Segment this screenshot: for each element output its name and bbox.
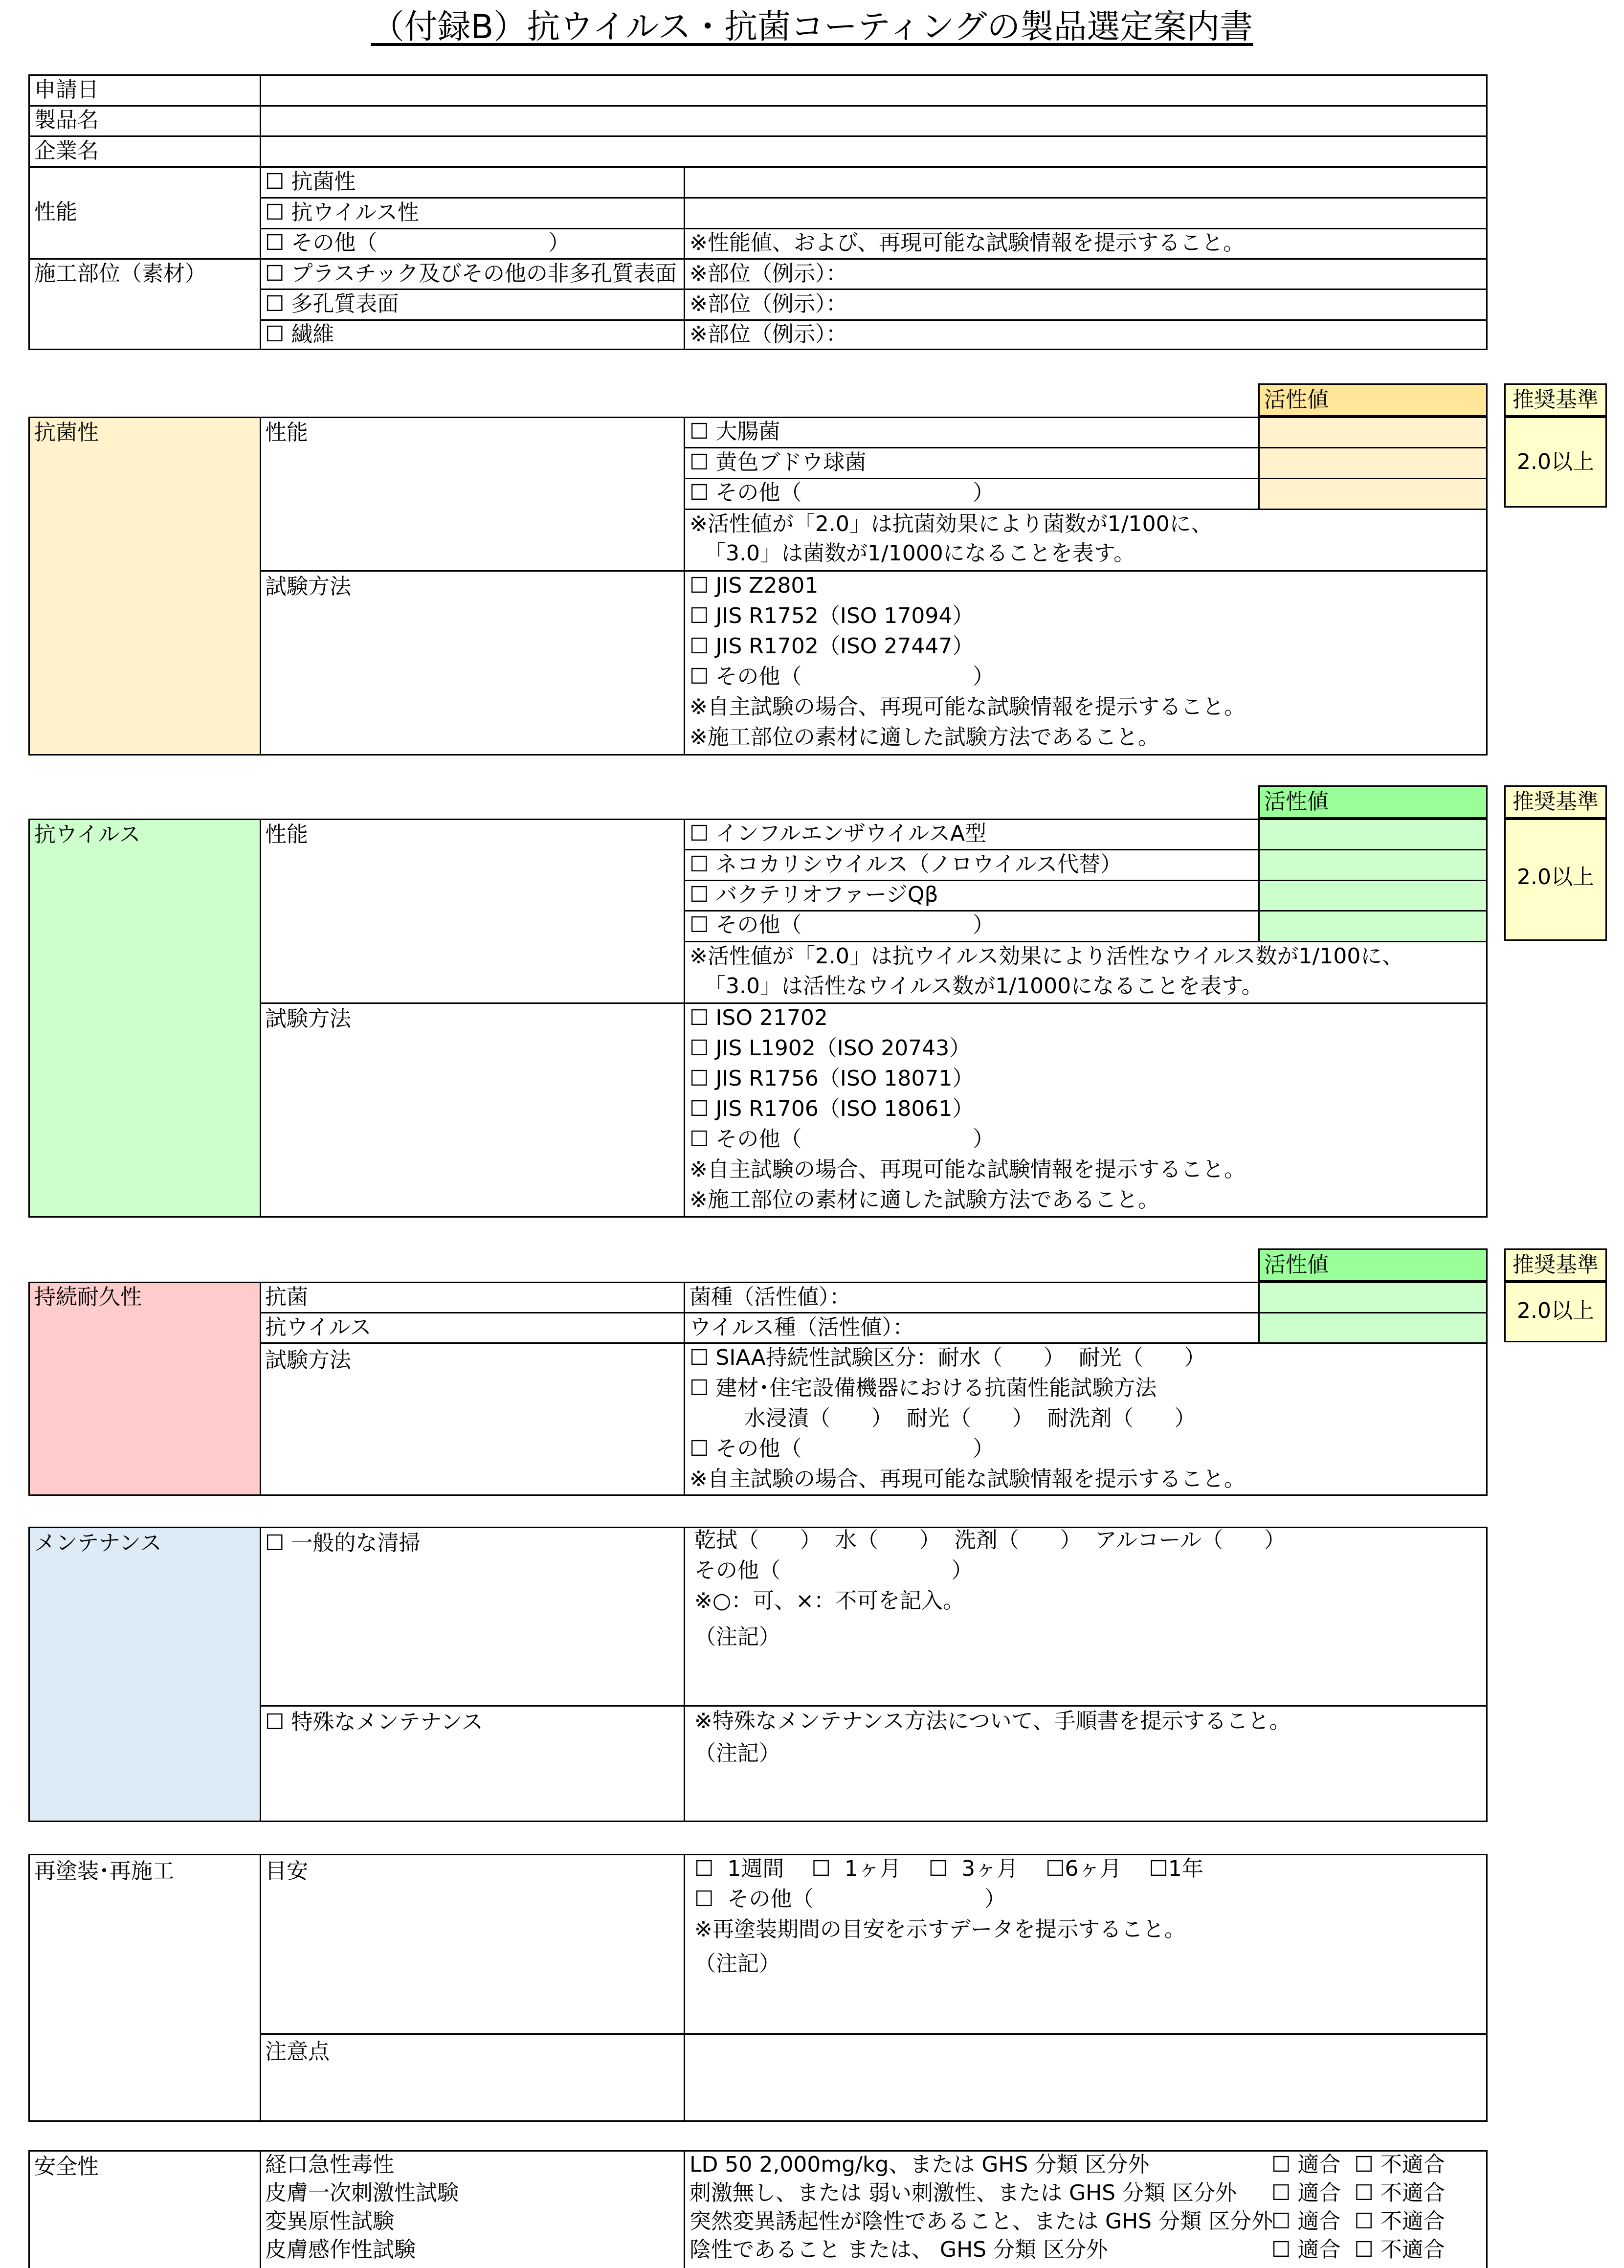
safety-check-skin-sensitization[interactable]: ☐ 適合 ☐ 不適合 (1271, 2237, 1445, 2262)
durability-test-2[interactable]: ☐ 建材･住宅設備機器における抗菌性能試験方法 (690, 1376, 1157, 1401)
application-date-label: 申請日 (34, 77, 99, 102)
antiviral-test-2[interactable]: ☐ JIS L1902（ISO 20743） (690, 1036, 971, 1061)
durability-label: 持続耐久性 (34, 1285, 142, 1310)
antibacterial-test-2[interactable]: ☐ JIS R1752（ISO 17094） (690, 603, 974, 628)
antiviral-feline-calicivirus[interactable]: ☐ ネコカリシウイルス（ノロウイルス代替） (690, 852, 1122, 877)
safety-test-skin-irritation: 皮膚一次刺激性試験 (265, 2180, 459, 2205)
safety-criteria-mutagenicity: 突然変異誘起性が陰性であること、または GHS 分類 区分外 (690, 2209, 1273, 2234)
repaint-other-option[interactable]: ☐ その他（ ） (694, 1887, 1006, 1912)
antiviral-other[interactable]: ☐ その他（ ） (690, 912, 995, 937)
durability-antibacterial-label: 抗菌 (265, 1285, 308, 1310)
safety-criteria-skin-sensitization: 陰性であること または、 GHS 分類 区分外 (690, 2237, 1108, 2262)
antiviral-note-2: 「3.0」は活性なウイルス数が1/1000になることを表す。 (704, 974, 1263, 999)
durability-antiviral-value: ウイルス種（活性値）： (690, 1315, 914, 1340)
safety-label: 安全性 (34, 2154, 99, 2179)
repaint-label: 再塗装･再施工 (34, 1859, 174, 1884)
repaint-note: ※再塗装期間の目安を示すデータを提示すること。 (694, 1917, 1186, 1942)
antiviral-test-4[interactable]: ☐ JIS R1706（ISO 18061） (690, 1096, 974, 1121)
antiviral-perf-label: 性能 (265, 822, 308, 847)
repaint-remark: （注記） (694, 1951, 780, 1976)
site-option-nonporous[interactable]: ☐ プラスチック及びその他の非多孔質表面 (265, 261, 677, 286)
antiviral-test-7: ※施工部位の素材に適した試験方法であること。 (690, 1187, 1159, 1212)
site-note-2: ※部位（例示）： (690, 291, 847, 316)
antibacterial-perf-label: 性能 (265, 420, 308, 445)
antiviral-test-6: ※自主試験の場合、再現可能な試験情報を提示すること。 (690, 1157, 1246, 1182)
antibacterial-note-1: ※活性値が「2.0」は抗菌効果により菌数が1/100に、 (690, 511, 1213, 536)
antibacterial-test-3[interactable]: ☐ JIS R1702（ISO 27447） (690, 634, 974, 659)
durability-test-4[interactable]: ☐ その他（ ） (690, 1436, 995, 1461)
maintenance-general-4: （注記） (694, 1624, 780, 1649)
safety-test-oral-toxicity: 経口急性毒性 (265, 2152, 394, 2177)
antibacterial-ecoli[interactable]: ☐ 大腸菌 (690, 419, 780, 444)
safety-check-skin-irritation[interactable]: ☐ 適合 ☐ 不適合 (1271, 2180, 1445, 2205)
maintenance-special-1: ※特殊なメンテナンス方法について、手順書を提示すること。 (694, 1709, 1291, 1734)
site-option-porous[interactable]: ☐ 多孔質表面 (265, 291, 399, 316)
repaint-caution-label: 注意点 (265, 2039, 330, 2064)
safety-criteria-oral-toxicity: LD 50 2,000mg/kg、または GHS 分類 区分外 (690, 2152, 1150, 2177)
antibacterial-label: 抗菌性 (34, 420, 99, 445)
antibacterial-note-2: 「3.0」は菌数が1/1000になることを表す。 (704, 541, 1135, 566)
maintenance-special-2: （注記） (694, 1741, 780, 1766)
performance-label: 性能 (34, 200, 77, 224)
perf-option-antiviral[interactable]: ☐ 抗ウイルス性 (265, 200, 419, 225)
repaint-period-options[interactable]: ☐ 1週間 ☐ 1ヶ月 ☐ 3ヶ月 ☐6ヶ月 ☐1年 (694, 1856, 1203, 1881)
company-name-label: 企業名 (34, 138, 99, 163)
antiviral-bacteriophage[interactable]: ☐ バクテリオファージQβ (690, 882, 938, 907)
site-option-fiber[interactable]: ☐ 繊維 (265, 322, 334, 347)
maintenance-special-option[interactable]: ☐ 特殊なメンテナンス (265, 1710, 483, 1734)
perf-note: ※性能値、および、再現可能な試験情報を提示すること。 (690, 230, 1245, 255)
product-name-label: 製品名 (34, 108, 99, 133)
site-note-3: ※部位（例示）： (690, 322, 847, 347)
maintenance-general-3: ※○：可、×：不可を記入。 (694, 1588, 965, 1613)
maintenance-general-2: その他（ ） (694, 1558, 973, 1583)
safety-check-mutagenicity[interactable]: ☐ 適合 ☐ 不適合 (1271, 2209, 1445, 2234)
durability-antiviral-label: 抗ウイルス (265, 1315, 372, 1340)
safety-test-skin-sensitization: 皮膚感作性試験 (265, 2237, 416, 2262)
maintenance-general-1: 乾拭（ ） 水（ ） 洗剤（ ） アルコール（ ） (694, 1528, 1286, 1553)
antiviral-test-label: 試験方法 (265, 1006, 351, 1031)
antiviral-test-1[interactable]: ☐ ISO 21702 (690, 1005, 828, 1030)
antibacterial-test-1[interactable]: ☐ JIS Z2801 (690, 573, 819, 598)
durability-test-5: ※自主試験の場合、再現可能な試験情報を提示すること。 (690, 1467, 1246, 1491)
maintenance-label: メンテナンス (34, 1531, 162, 1556)
antiviral-test-3[interactable]: ☐ JIS R1756（ISO 18071） (690, 1066, 974, 1091)
perf-option-antibacterial[interactable]: ☐ 抗菌性 (265, 169, 356, 194)
durability-test-1[interactable]: ☐ SIAA持続性試験区分：耐水（ ） 耐光（ ） (690, 1345, 1206, 1370)
perf-option-other[interactable]: ☐ その他（ ） (265, 230, 570, 255)
maintenance-general-option[interactable]: ☐ 一般的な清掃 (265, 1531, 421, 1556)
antibacterial-test-4[interactable]: ☐ その他（ ） (690, 664, 995, 689)
antibacterial-other[interactable]: ☐ その他（ ） (690, 480, 995, 505)
durability-antibacterial-value: 菌種（活性値）： (690, 1285, 851, 1310)
durability-test-3: 水浸漬（ ） 耐光（ ） 耐洗剤（ ） (690, 1406, 1196, 1431)
antiviral-test-5[interactable]: ☐ その他（ ） (690, 1127, 995, 1152)
repaint-guide-label: 目安 (265, 1859, 308, 1884)
antibacterial-test-5: ※自主試験の場合、再現可能な試験情報を提示すること。 (690, 694, 1246, 719)
page-title: （付録B）抗ウイルス・抗菌コーティングの製品選定案内書 (371, 8, 1253, 46)
site-note-1: ※部位（例示）： (690, 261, 847, 286)
antibacterial-test-label: 試験方法 (265, 574, 351, 599)
antibacterial-staph[interactable]: ☐ 黄色ブドウ球菌 (690, 450, 867, 475)
antiviral-note-1: ※活性値が「2.0」は抗ウイルス効果により活性なウイルス数が1/100に、 (690, 944, 1404, 969)
antibacterial-test-6: ※施工部位の素材に適した試験方法であること。 (690, 725, 1159, 750)
safety-criteria-skin-irritation: 刺激無し、または 弱い刺激性、または GHS 分類 区分外 (690, 2180, 1237, 2205)
antiviral-label: 抗ウイルス (34, 822, 141, 847)
safety-test-mutagenicity: 変異原性試験 (265, 2209, 394, 2234)
durability-test-label: 試験方法 (265, 1348, 351, 1373)
safety-check-oral-toxicity[interactable]: ☐ 適合 ☐ 不適合 (1271, 2152, 1445, 2177)
antiviral-influenza[interactable]: ☐ インフルエンザウイルスA型 (690, 821, 987, 846)
site-label: 施工部位（素材） (34, 261, 206, 286)
